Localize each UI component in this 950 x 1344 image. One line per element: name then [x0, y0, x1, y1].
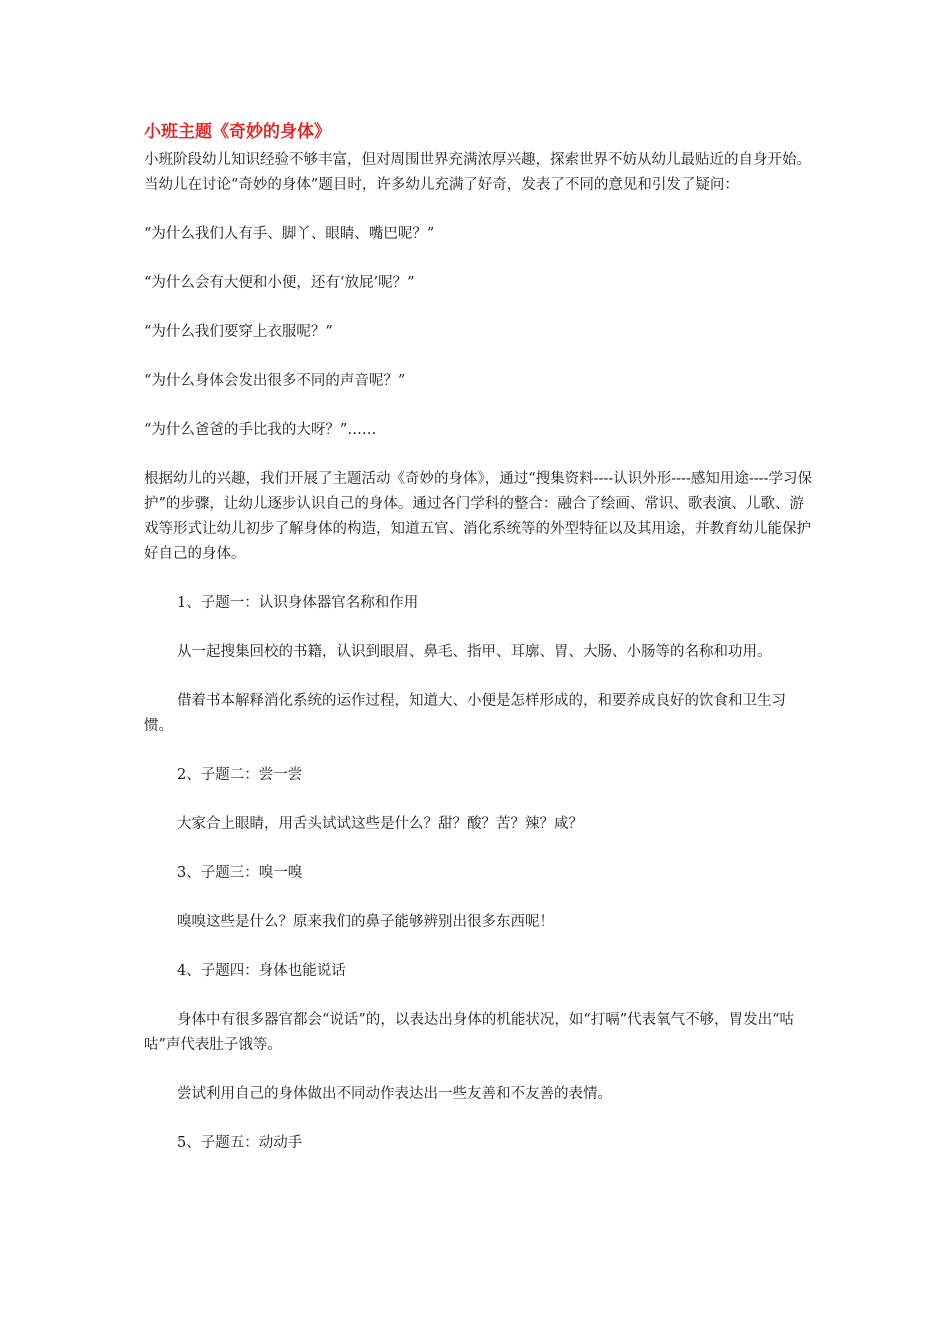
section-4-para-2: 尝试利用自己的身体做出不同动作表达出一些友善和不友善的表情。 — [177, 1086, 612, 1102]
section-1-para-2: 借着书本解释消化系统的运作过程，知道大、小便是怎样形成的，和要养成良好的饮食和卫生习惯。 — [144, 693, 786, 734]
document-page — [144, 120, 814, 1156]
section-5-heading: 5、子题五：动动手 — [177, 1135, 303, 1151]
summary-paragraph: 根据幼儿的兴趣，我们开展了主题活动《奇妙的身体》，通过“搜集资料----认识外形----感知用途----学习保护”的步骤，让幼儿逐步认识自己的身体。通过各门学科的整合：融合了绘画、常识、歌表演、儿歌、游戏等形式让幼儿初步了解身体的构造，知道五官、消化系统等的外型特征以及其用途，并教育幼儿能保护好自己的身体。 — [144, 471, 812, 562]
question-3: “为什么我们要穿上衣服呢？” — [144, 324, 333, 340]
question-4: “为什么身体会发出很多不同的声音呢？” — [144, 373, 406, 389]
section-4-para-1: 身体中有很多器官都会“说话”的，以表达出身体的机能状况，如“打嗝”代表氧气不够，胃发出“咕咕”声代表肚子饿等。 — [144, 1012, 795, 1053]
section-3-para-1: 嗅嗅这些是什么？原来我们的鼻子能够辨别出很多东西呢！ — [177, 914, 554, 930]
section-1-heading: 1、子题一：认识身体器官名称和作用 — [177, 595, 419, 611]
section-3-heading: 3、子题三：嗅一嗅 — [177, 865, 303, 881]
question-5: “为什么爸爸的手比我的大呀？”…… — [144, 422, 377, 438]
section-1-para-1: 从一起搜集回校的书籍，认识到眼眉、鼻毛、指甲、耳廓、胃、大肠、小肠等的名称和功用。 — [177, 644, 772, 660]
question-1: “为什么我们人有手、脚丫、眼睛、嘴巴呢？” — [144, 226, 435, 242]
section-2-para-1: 大家合上眼睛，用舌头试试这些是什么？甜？酸？苦？辣？咸？ — [177, 816, 583, 832]
section-2-heading: 2、子题二：尝一尝 — [177, 767, 303, 783]
page-title: 小班主题《奇妙的身体》 — [144, 122, 331, 142]
intro-paragraph: 小班阶段幼儿知识经验不够丰富，但对周围世界充满浓厚兴趣，探索世界不妨从幼儿最贴近的自身开始。当幼儿在讨论“奇妙的身体”题目时，许多幼儿充满了好奇，发表了不同的意见和引发了疑问： — [144, 152, 811, 193]
question-2: “为什么会有大便和小便，还有‘放屁’呢？” — [144, 275, 415, 291]
section-4-heading: 4、子题四：身体也能说话 — [177, 963, 346, 979]
